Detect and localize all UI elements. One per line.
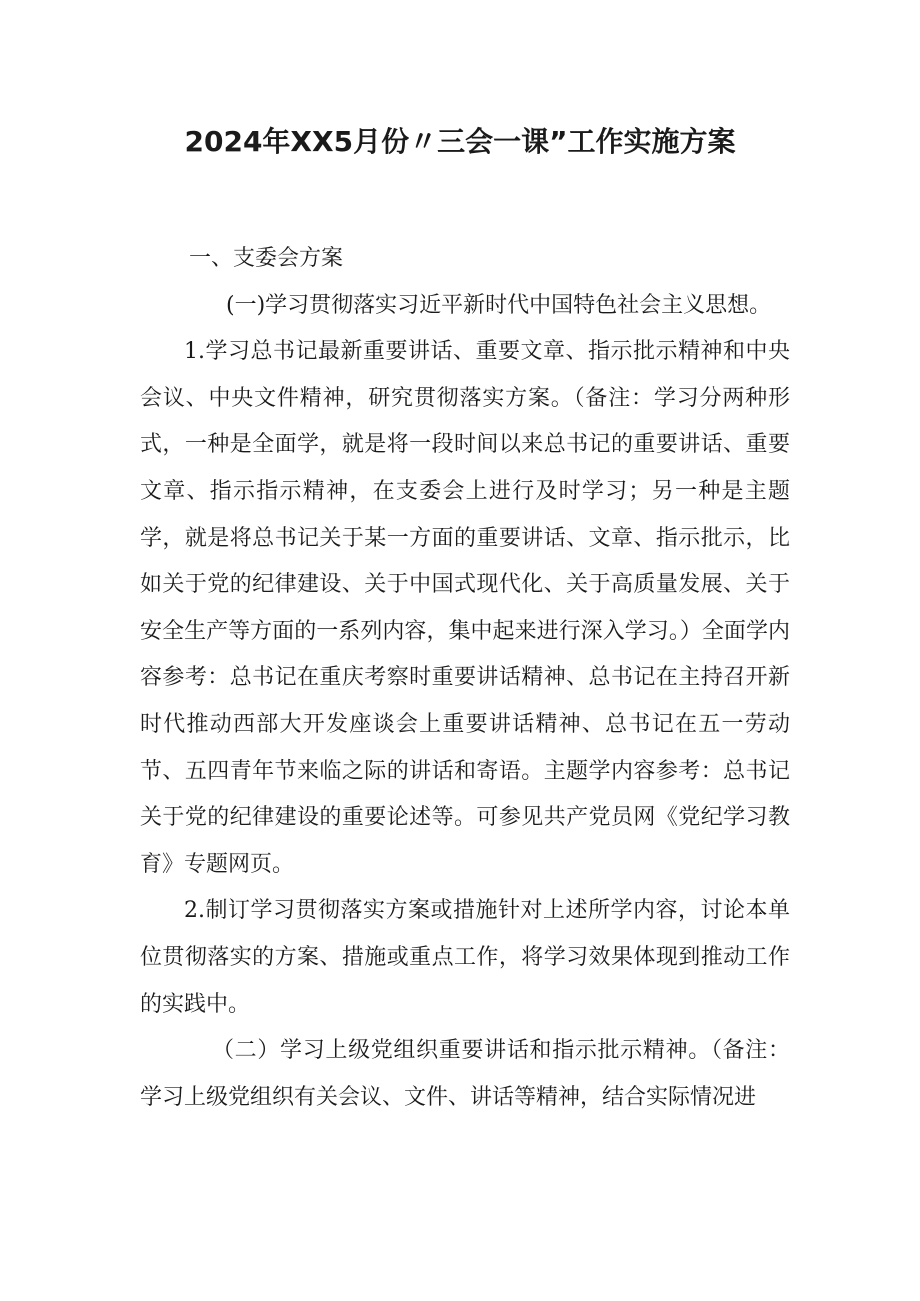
paragraph: （二）学习上级党组织重要讲话和指示批示精神。（备注：学习上级党组织有关会议、文件、讲话等精神，结合实际情况进 [140, 1038, 790, 1110]
paragraph: 1.学习总书记最新重要讲话、重要文章、指示批示精神和中央会议、中央文件精神，研究贯彻落实方案。（备注：学习分两种形式，一种是全面学，就是将一段时间以来总书记的重要讲话、重要文章、指示指示精神，在支委会上进行及时学习；另一种是主题学，就是将总书记关于某一方面的重要讲话、文章、指示批示，比如关于党的纪律建设、关于中国式现代化、关于高质量发展、关于安全生产等方面的一系列内容，集中起来进行深入学习。）全面学内容参考：总书记在重庆考察时重要讲话精神、总书记在主持召开新时代推动西部大开发座谈会上重要讲话精神、总书记在五一劳动节、五四青年节来临之际的讲话和寄语。主题学内容参考：总书记关于党的纪律建设的重要论述等。可参见共产党员网《党纪学习教育》专题网页。 [140, 339, 790, 877]
section-heading: 一、支委会方案 [189, 246, 344, 271]
subsection-heading: (一)学习贯彻落实习近平新时代中国特色社会主义思想。 [226, 292, 772, 318]
document-title: 2024年XX5月份〃三会一课”工作实施方案 [184, 125, 736, 158]
document-body [140, 236, 790, 1121]
paragraph: 2.制订学习贯彻落实方案或措施针对上述所学内容，讨论本单位贯彻落实的方案、措施或重点工作，将学习效果体现到推动工作的实践中。 [140, 898, 790, 1017]
